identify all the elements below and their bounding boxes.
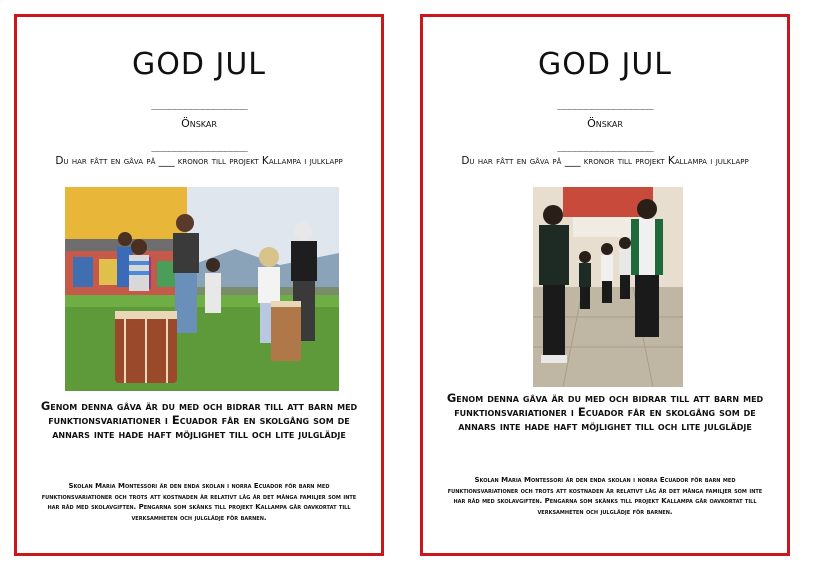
main-message: Genom denna gåva är du med och bidrar till att barn med funktionsvariationer i Ecuador får en skolgång som de annars inte hade haft möjlighet till och lite julglädje xyxy=(40,399,358,441)
indoor-children-photo xyxy=(533,187,683,387)
wishes-label: Önskar xyxy=(181,117,217,130)
sender-line: _________________ xyxy=(151,139,247,152)
gift-text: Du har fått en gåva på ___ kronor till projekt Kallampa i julklapp xyxy=(461,155,749,167)
school-description: Skolan Maria Montessori är den enda skolan i norra Ecuador för barn med funktionsvariationer och trots att kostnaden är relativt låg är det många familjer som inte har råd med skolavgiften. Pengarna som skänks till projekt Kallampa går oavkortat till verksamheten och julglädje för barnen. xyxy=(41,482,357,522)
christmas-card-right xyxy=(420,14,790,556)
card-title: GOD JUL xyxy=(537,47,673,82)
outdoor-drumming-photo xyxy=(65,187,339,391)
main-message: Genom denna gåva är du med och bidrar till att barn med funktionsvariationer i Ecuador får en skolgång som de annars inte hade haft möjlighet till och lite julglädje xyxy=(446,391,764,433)
card-title: GOD JUL xyxy=(131,47,267,82)
recipient-line: _________________ xyxy=(557,97,653,110)
gift-text: Du har fått en gåva på ___ kronor till projekt Kallampa i julklapp xyxy=(55,155,343,167)
sender-line: _________________ xyxy=(557,139,653,152)
recipient-line: _________________ xyxy=(151,97,247,110)
school-description: Skolan Maria Montessori är den enda skolan i norra Ecuador för barn med funktionsvariationer och trots att kostnaden är relativt låg är det många familjer som inte har råd med skolavgiften. Pengarna som skänks till projekt Kallampa går oavkortat till verksamheten och julglädje för barnen. xyxy=(447,476,763,516)
wishes-label: Önskar xyxy=(587,117,623,130)
christmas-card-left xyxy=(14,14,384,556)
